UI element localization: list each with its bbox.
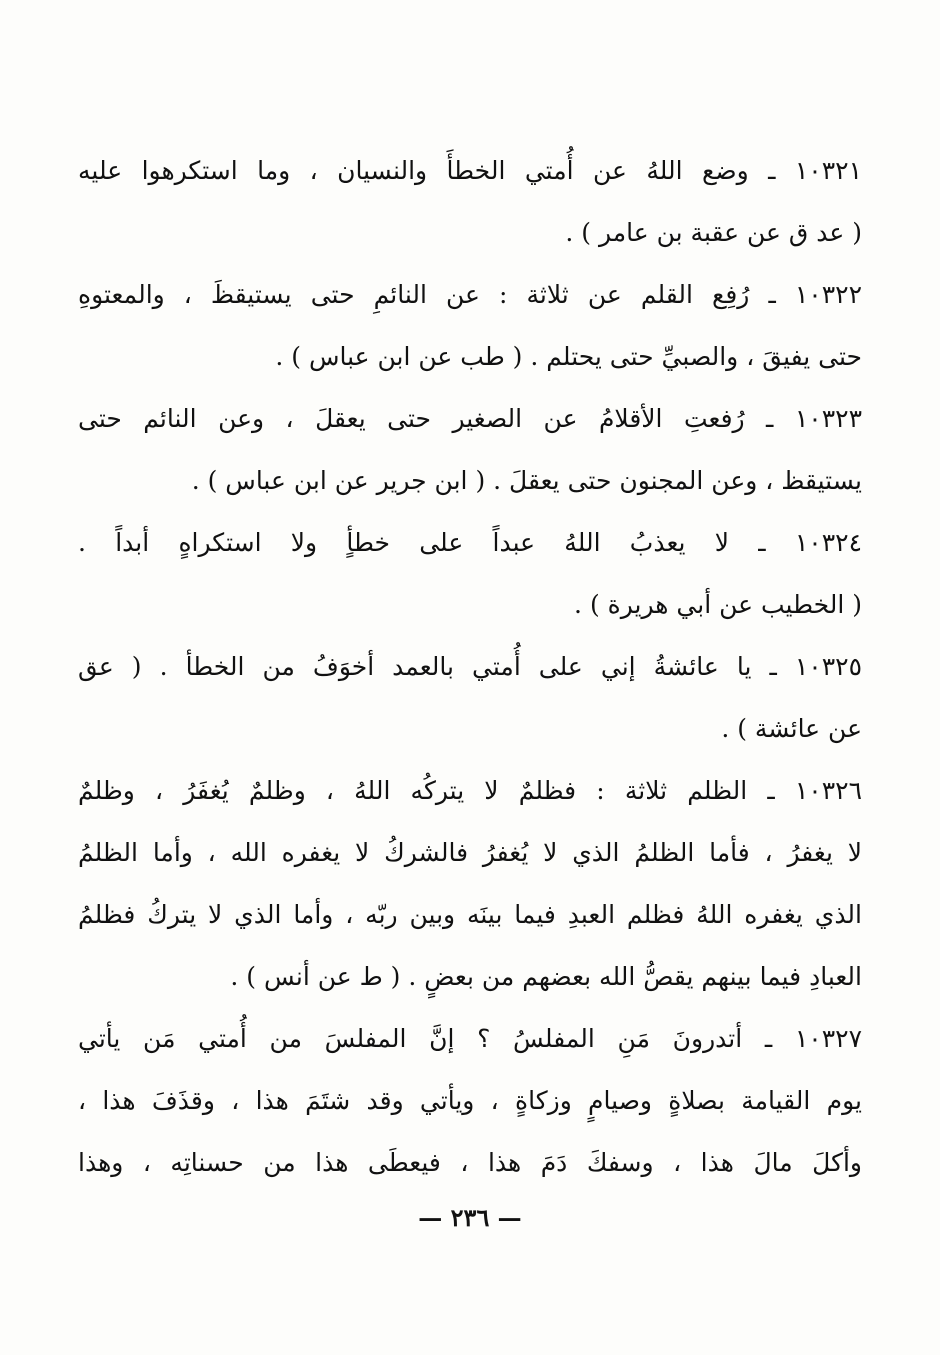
text-line: عن عائشة ) . (721, 714, 862, 743)
text-line: ١٠٣٢٢ ـ رُفِع القلم عن ثلاثة : عن النائمِ حتى يستيقظَ ، والمعتوهِ (78, 280, 862, 309)
page-number: — ٢٣٦ — (418, 1203, 522, 1232)
text-line: لا يغفرُ ، فأما الظلمُ الذي لا يُغفرُ فالشركُ لا يغفره الله ، وأما الظلمُ (78, 838, 862, 867)
text-line: الذي يغفره اللهُ فظلم العبدِ فيما بينَه وبين ربّه ، وأما الذي لا يتركُ فظلمُ (78, 900, 862, 929)
text-line: يوم القيامة بصلاةٍ وصيامٍ وزكاةٍ ، ويأتي وقد شتَمَ هذا ، وقذَفَ هذا ، (78, 1086, 862, 1115)
text-line: حتى يفيقَ ، والصبيِّ حتى يحتلم . ( طب عن ابن عباس ) . (275, 342, 862, 371)
text-line: ١٠٣٢٣ ـ رُفعتِ الأقلامُ عن الصغير حتى يعقلَ ، وعن النائم حتى (78, 404, 862, 433)
text-line: وأكلَ مالَ هذا ، وسفكَ دَمَ هذا ، فيعطَى هذا من حسناتِه ، وهذا (78, 1148, 862, 1177)
text-line: ( الخطيب عن أبي هريرة ) . (574, 590, 862, 619)
text-line: العبادِ فيما بينهم يقصُّ الله بعضهم من بعضٍ . ( ط عن أنس ) . (230, 962, 862, 991)
text-line: ١٠٣٢٦ ـ الظلم ثلاثة : فظلمٌ لا يتركُه اللهُ ، وظلمٌ يُغفَرُ ، وظلمٌ (78, 776, 862, 805)
text-line: ١٠٣٢١ ـ وضع اللهُ عن أُمتي الخطأَ والنسيان ، وما استكرهوا عليه (78, 156, 862, 185)
text-line: يستيقظ ، وعن المجنون حتى يعقلَ . ( ابن جرير عن ابن عباس ) . (191, 466, 862, 495)
text-line: ١٠٣٢٤ ـ لا يعذبُ اللهُ عبداً على خطأٍ ولا استكراهٍ أبداً . (78, 528, 862, 557)
hadith-text-block (78, 140, 862, 1194)
text-line: ( عد ق عن عقبة بن عامر ) . (565, 218, 862, 247)
text-line: ١٠٣٢٧ ـ أتدرونَ مَنِ المفلسُ ؟ إنَّ المفلسَ من أُمتي مَن يأتي (78, 1024, 862, 1053)
text-line: ١٠٣٢٥ ـ يا عائشةُ إني على أُمتي بالعمد أخوَفُ من الخطأ . ( عق (78, 652, 862, 681)
